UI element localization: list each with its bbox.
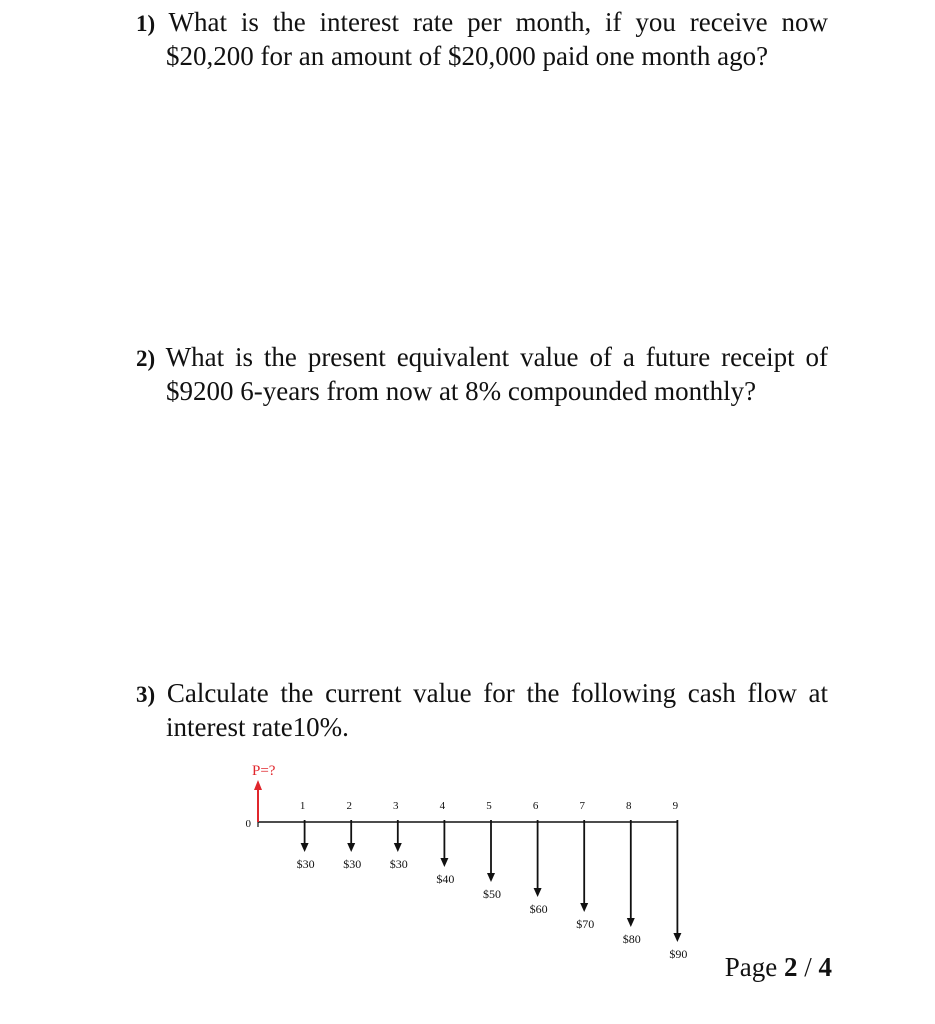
page-separator: / xyxy=(804,952,812,982)
page-prefix: Page xyxy=(724,952,778,982)
cash-flow-arrow-head-6 xyxy=(534,888,542,897)
period-label-3: 3 xyxy=(393,800,399,812)
period-label-5: 5 xyxy=(486,800,492,812)
cash-flow-amount-4: $40 xyxy=(436,872,455,886)
cash-flow-amount-2: $30 xyxy=(343,857,362,871)
cash-flow-amount-3: $30 xyxy=(389,857,408,871)
page-total: 4 xyxy=(818,952,832,982)
period-label-4: 4 xyxy=(439,800,446,812)
period-label-9: 9 xyxy=(672,800,679,812)
question-2-text-line-1: What is the present equivalent value of a future receipt of xyxy=(165,342,828,372)
cash-flow-amount-5: $50 xyxy=(483,887,501,901)
page-current: 2 xyxy=(783,952,798,982)
cash-flow-arrow-head-9 xyxy=(673,933,681,942)
question-1-text-line-1: What is the interest rate per month, if you receive now xyxy=(168,7,828,37)
cash-flow-amount-1: $30 xyxy=(296,857,315,871)
question-2-number: 2) xyxy=(136,346,156,371)
cash-flow-arrow-head-8 xyxy=(627,918,635,927)
period-label-7: 7 xyxy=(579,800,585,812)
question-3-text-line-1: Calculate the current value for the following cash flow at xyxy=(166,678,828,708)
question-1-number: 1) xyxy=(136,11,156,36)
question-3-number: 3) xyxy=(136,682,156,707)
period-label-1: 1 xyxy=(299,800,306,812)
page-indicator xyxy=(725,952,832,983)
cash-flow-arrow-head-2 xyxy=(347,843,355,852)
period-label-6: 6 xyxy=(532,800,539,812)
question-3-text-line-2: interest rate10%. xyxy=(166,712,349,742)
period-label-0: 0 xyxy=(245,818,251,830)
cash-flow-arrow-head-7 xyxy=(580,903,588,912)
present-value-label: P=? xyxy=(252,763,276,779)
question-2-text-line-2: $9200 6-years from now at 8% compounded monthly? xyxy=(166,376,757,406)
cash-flow-arrow-head-3 xyxy=(394,843,402,852)
cash-flow-arrow-head-5 xyxy=(487,873,495,882)
question-1-text-line-2: $20,200 for an amount of $20,000 paid one month ago? xyxy=(166,41,769,71)
cash-flow-amount-8: $80 xyxy=(622,932,641,946)
cash-flow-arrow-head-4 xyxy=(440,858,448,867)
cash-flow-amount-9: $90 xyxy=(669,947,688,961)
cash-flow-amount-6: $60 xyxy=(529,902,548,916)
period-label-2: 2 xyxy=(346,800,352,812)
period-label-8: 8 xyxy=(626,800,632,812)
cash-flow-amount-7: $70 xyxy=(576,917,595,931)
present-value-arrow-head xyxy=(254,780,262,790)
cash-flow-arrow-head-1 xyxy=(301,843,309,852)
